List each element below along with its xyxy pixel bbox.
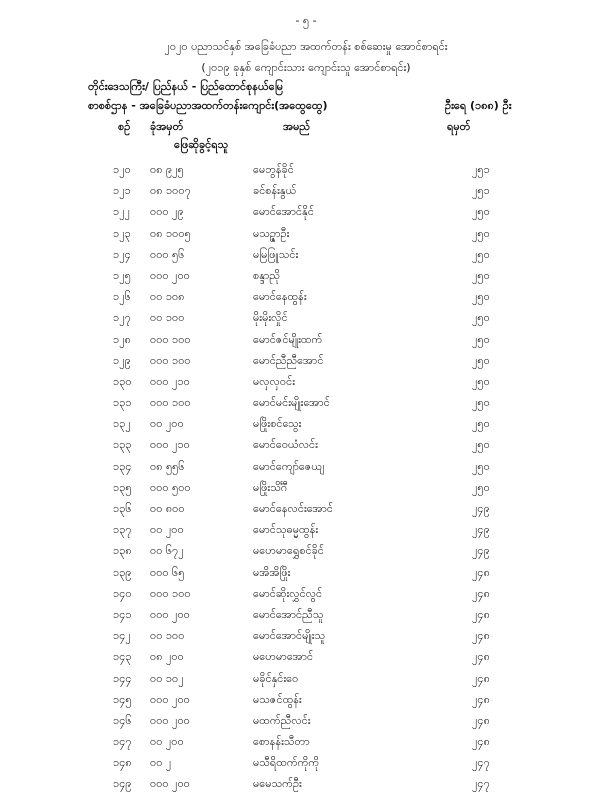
region-line: တိုင်းဒေသကြီး/ ပြည်နယ် - ပြည်ထောင်စုနယ်မြေ: [88, 80, 283, 93]
table-row: [0, 499, 612, 520]
row-candidate-name: မခိုင်နှင်းဝေ: [253, 671, 299, 685]
row-registration-number: ၀၀၀ ၂၁၀: [150, 438, 190, 452]
row-serial: ၁၂၈: [113, 332, 131, 346]
row-candidate-name: မဖြိုးစင်သွေး: [253, 417, 302, 431]
row-registration-number: ၀၀ ၆၇၂: [150, 544, 184, 558]
row-candidate-name: မသဉ္ဇာဦး: [253, 226, 290, 240]
row-candidate-name: မောင်အောင်နိုင်: [253, 205, 314, 219]
table-row: [0, 393, 612, 414]
row-candidate-name: မဖြိုးသိင်္ဂီ: [253, 480, 288, 494]
row-marks: ၂၄၈: [472, 565, 490, 579]
row-registration-number: ၀၀ ၂၀၀: [150, 417, 184, 431]
row-serial: ၁၄၂: [113, 629, 131, 643]
page-number: - ၅ -: [295, 14, 317, 27]
row-candidate-name: မောင်မင်းမျိုးအောင်: [253, 396, 330, 410]
table-row: [0, 563, 612, 584]
row-candidate-name: မဟေမာရွှေစင်ခိုင်: [253, 544, 324, 558]
row-registration-number: ၀၀ ၂၀၀: [150, 735, 184, 749]
row-marks: ၂၅၀: [472, 290, 490, 304]
row-serial: ၁၂၃: [113, 226, 131, 240]
row-registration-number: ၀၈ ၂၀၀: [150, 650, 184, 664]
row-candidate-name: မိုးမိုးလှိုင်: [253, 311, 288, 325]
row-serial: ၁၂၀: [113, 163, 131, 176]
row-marks: ၂၄၈: [472, 586, 490, 600]
row-registration-number: ၀၀၀ ၅၆: [150, 247, 185, 261]
row-marks: ၂၄၉: [472, 523, 490, 537]
table-row: [0, 520, 612, 541]
table-row: [0, 414, 612, 435]
results-table: [0, 160, 612, 796]
table-row: [0, 202, 612, 223]
row-candidate-name: မောင်ဆိုးလွှင်လွင်: [253, 586, 323, 600]
row-serial: ၁၃၄: [113, 459, 132, 473]
row-marks: ၂၅၀: [472, 226, 490, 240]
row-registration-number: ၀၀၀ ၂၀၀: [150, 777, 190, 791]
row-serial: ၁၄၆: [113, 713, 132, 727]
row-candidate-name: မောင်ကျော်ဇေယျ: [253, 459, 324, 473]
row-registration-number: ၀၀၀ ၁၀၀: [150, 586, 191, 600]
row-candidate-name: မောင်အောင်ညီသူ: [253, 607, 324, 621]
row-serial: ၁၂၂: [113, 205, 130, 219]
row-registration-number: ၀၈ ၉၂၅: [150, 163, 184, 176]
row-marks: ၂၅၀: [472, 247, 490, 261]
row-serial: ၁၃၂: [113, 417, 131, 431]
row-candidate-name: မဟေမာအောင်: [253, 650, 314, 664]
row-serial: ၁၂၄: [113, 247, 131, 261]
row-marks: ၂၄၇: [472, 777, 490, 791]
row-serial: ၁၂၆: [113, 290, 131, 304]
row-serial: ၁၂၇: [113, 311, 131, 325]
row-registration-number: ၀၈ ၁၀၀၇: [150, 184, 191, 198]
row-marks: ၂၄၉: [472, 502, 490, 515]
row-marks: ၂၅၀: [472, 459, 490, 473]
table-row: [0, 753, 612, 774]
row-marks: ၂၄၈: [472, 692, 490, 706]
row-serial: ၁၄၇: [113, 735, 132, 749]
row-serial: ၁၄၉: [113, 777, 132, 791]
row-candidate-name: မေဘွန်ခိုင်: [253, 163, 294, 176]
row-marks: ၂၄၇: [472, 756, 490, 770]
table-row: [0, 669, 612, 690]
row-serial: ၁၄၄: [113, 671, 132, 685]
table-row: [0, 732, 612, 753]
row-registration-number: ၀၀ ၁၀၂: [150, 671, 184, 685]
row-marks: ၂၄၈: [472, 607, 490, 621]
row-registration-number: ၀၀၀ ၆၅: [150, 565, 185, 579]
row-candidate-name: မမေသက်ဦး: [253, 777, 302, 791]
table-row: [0, 647, 612, 668]
table-row: [0, 711, 612, 732]
row-marks: ၂၅၀: [472, 311, 490, 325]
row-marks: ၂၅၀: [472, 438, 490, 452]
row-serial: ၁၄၅: [113, 692, 132, 706]
row-registration-number: ၀၀ ၁၀၈: [150, 290, 185, 304]
row-candidate-name: မောင်ညီညီအောင်: [253, 353, 324, 367]
row-serial: ၁၄၀: [113, 586, 132, 600]
row-marks: ၂၅၀: [472, 332, 490, 346]
table-row: [0, 605, 612, 626]
table-row: [0, 584, 612, 605]
row-registration-number: ၀၀၀ ၂၁၀: [150, 374, 190, 388]
row-serial: ၁၃၅: [113, 480, 132, 494]
row-marks: ၂၅၀: [472, 417, 490, 431]
row-candidate-name: မောင်ဇင်မျိုးထက်: [253, 332, 323, 346]
row-registration-number: ၀၀၀ ၁၀၀: [150, 396, 191, 410]
row-serial: ၁၂၉: [113, 353, 131, 367]
row-registration-number: ၀၀၀ ၂၀၀: [150, 607, 190, 621]
document-title: ၂၀၂၀ ပညာသင်နှစ် အခြေခံပညာ အထက်တန်း စစ်ဆေးမှု အောင်စာရင်း: [164, 40, 448, 53]
row-serial: ၁၃၉: [113, 565, 132, 579]
table-row: [0, 435, 612, 456]
row-candidate-name: မောင်ဝေယံလင်း: [253, 438, 318, 452]
table-row: [0, 330, 612, 351]
row-marks: ၂၄၈: [472, 629, 490, 643]
row-candidate-name: မောင်အောင်မျိုးသူ: [253, 629, 326, 643]
row-marks: ၂၅၀: [472, 353, 490, 367]
row-candidate-name: မမြဖြူသင်း: [253, 247, 299, 261]
table-row: [0, 478, 612, 499]
row-serial: ၁၄၈: [113, 756, 132, 770]
table-row: [0, 626, 612, 647]
row-serial: ၁၃၃: [113, 438, 132, 452]
row-registration-number: ၀၀ ၂: [150, 756, 172, 770]
table-row: [0, 308, 612, 329]
table-row: [0, 245, 612, 266]
column-header-marks: ရမှတ်: [447, 120, 471, 133]
row-marks: ၂၅၀: [472, 374, 490, 388]
table-row: [0, 181, 612, 202]
row-serial: ၁၃၀: [113, 374, 132, 388]
column-header-registration: ခုံအမှတ်: [150, 120, 184, 133]
column-header-serial: စဉ်: [118, 120, 131, 133]
row-marks: ၂၄၈: [472, 650, 490, 664]
document-subtitle: (၂၀၁၉ ခုနှစ် ကျောင်းသား ကျောင်းသူ အောင်စာရင်း): [201, 61, 411, 74]
row-serial: ၁၄၃: [113, 650, 132, 664]
row-registration-number: ၀၀၀ ၂၀၀: [150, 268, 190, 282]
table-row: [0, 224, 612, 245]
row-marks: ၂၅၀: [472, 268, 490, 282]
row-candidate-name: မအိအိဖြိုး: [253, 565, 291, 579]
row-registration-number: ၀၀ ၁၀၀: [150, 311, 185, 325]
row-serial: ၁၃၁: [113, 396, 132, 410]
row-registration-number: ၀၈ ၁၀၀၅: [150, 226, 191, 240]
row-candidate-name: မလှလှဝင်း: [253, 374, 295, 388]
row-registration-number: ၀၈ ၅၅၆: [150, 459, 185, 473]
row-serial: ၁၂၁: [113, 184, 131, 198]
row-marks: ၂၄၈: [472, 713, 490, 727]
table-row: [0, 690, 612, 711]
row-candidate-name: ခင်စန်းနွယ်: [253, 184, 297, 198]
row-registration-number: ၀၀၀ ၁၀၀: [150, 332, 191, 346]
row-marks: ၂၄၉: [472, 544, 490, 558]
row-marks: ၂၅၀: [472, 396, 490, 410]
row-marks: ၂၅၀: [472, 205, 490, 219]
table-row: [0, 266, 612, 287]
table-row: [0, 160, 612, 181]
exam-center-line: စာစစ်ဌာန - အခြေခံပညာအထက်တန်းကျောင်း(အထွေထွေ): [88, 99, 328, 112]
row-registration-number: ၀၀၀ ၂၀၀: [150, 692, 190, 706]
row-marks: ၂၄၈: [472, 671, 490, 685]
table-row: [0, 541, 612, 562]
row-registration-number: ၀၀၀ ၅၀၀: [150, 480, 191, 494]
row-marks: ၂၅၀: [472, 480, 490, 494]
row-serial: ၁၃၈: [113, 544, 132, 558]
table-row: [0, 351, 612, 372]
column-header-name: အမည်: [283, 120, 311, 133]
row-marks: ၂၅၁: [472, 184, 490, 198]
row-serial: ၁၃၇: [113, 523, 132, 537]
row-serial: ၁၃၆: [113, 502, 132, 515]
row-registration-number: ၀၀၀ ၁၀၀: [150, 353, 191, 367]
row-candidate-name: မထက်ညီလင်း: [253, 713, 311, 727]
row-registration-number: ၀၀၀ ၂၉: [150, 205, 184, 219]
row-candidate-name: မောင်သုဓမ္မထွန်း: [253, 523, 319, 537]
row-registration-number: ၀၀ ၂၀၀: [150, 523, 184, 537]
row-registration-number: ၀၀၀ ၂၀၀: [150, 713, 190, 727]
row-serial: ၁၂၅: [113, 268, 131, 282]
row-marks: ၂၄၈: [472, 735, 490, 749]
row-serial: ၁၄၁: [113, 607, 132, 621]
row-registration-number: ၀၀ ၈၀၀: [150, 502, 185, 515]
row-candidate-name: စောနန်းသီတာ: [253, 735, 310, 749]
row-candidate-name: စန္ဒာညို: [253, 268, 281, 282]
table-row: [0, 774, 612, 795]
row-candidate-name: မောင်နေလင်းအောင်: [253, 502, 334, 515]
table-row: [0, 457, 612, 478]
table-row: [0, 372, 612, 393]
row-candidate-name: မသီရိထက်ကိုကို: [253, 756, 320, 770]
candidate-count: ဦးရေ (၁၈၈) ဦး: [445, 99, 512, 112]
row-registration-number: ၀၀ ၁၀၀: [150, 629, 185, 643]
table-row: [0, 287, 612, 308]
row-candidate-name: မောင်နေထွန်း: [253, 290, 307, 304]
column-header-registration-sub: ဖြေဆိုခွင့်ရသူ: [174, 138, 229, 151]
row-marks: ၂၅၁: [472, 163, 490, 176]
row-candidate-name: မသဇင်ထွန်း: [253, 692, 302, 706]
